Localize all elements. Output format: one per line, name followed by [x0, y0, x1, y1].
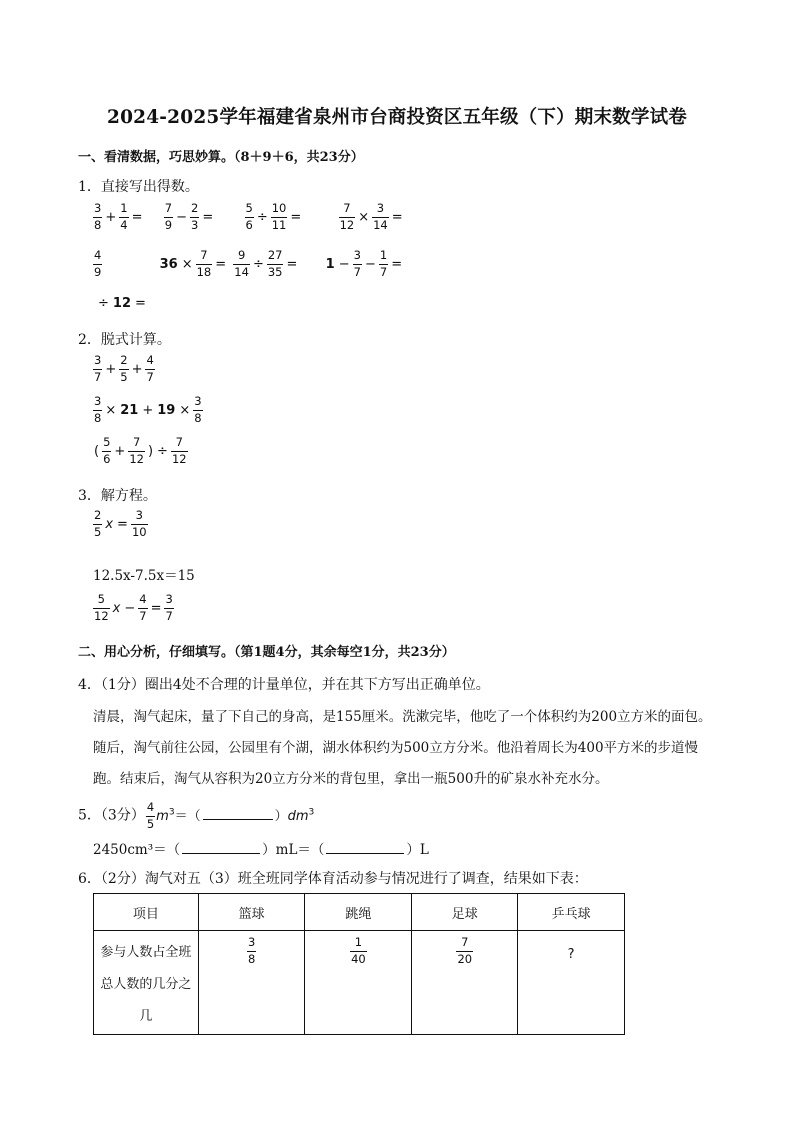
q2-expr1: $\frac{3}{7}$ + $\frac{2}{5}$ + $\frac{4}{7}$	[94, 353, 154, 384]
q5-blank-1[interactable]	[203, 819, 273, 820]
table-cell-basketball: $\frac{3}{8}$	[198, 931, 305, 1035]
page-title: 2024-2025学年福建省泉州市台商投资区五年级（下）期末数学试卷	[107, 107, 687, 128]
q1-expr-row1: $\frac{3}{8}$ + $\frac{1}{4}$ = $\frac{7}{9}$ − $\frac{2}{3}$ = $\frac{5}{6}$ ÷ $\frac{10}{11}$ = $\frac{7}{12}$ × $\frac{3}{14}$ =	[94, 201, 403, 232]
q3-heading: 3．解方程。	[78, 488, 157, 504]
table-header-cell: 篮球	[198, 894, 305, 931]
q5-prefix: 5．（3分）	[78, 807, 145, 824]
q6-heading: 6．（2分）淘气对五（3）班全班同学体育活动参与情况进行了调查，结果如下表：	[78, 871, 588, 887]
q2-expr2: $\frac{3}{8}$ × 21 + 19 × $\frac{3}{8}$	[94, 394, 202, 425]
table-row	[94, 931, 625, 1035]
section1-heading: 一、看清数据，巧思妙算。（8＋9＋6，共23分）	[78, 150, 364, 165]
q4-line1: 清晨，淘气起床，量了下自己的身高，是155厘米。洗漱完毕，他吃了一个体积约为200立方米的面包。	[93, 709, 712, 725]
q3-eq2: 12.5x-7.5x＝15	[93, 568, 195, 584]
q2-expr3: ( $\frac{5}{6}$ + $\frac{7}{12}$ ) ÷ $\frac{7}{12}$	[94, 435, 187, 466]
q3-eq3: $\frac{5}{12}$ x − $\frac{4}{7}$ = $\frac{3}{7}$	[94, 592, 173, 623]
q5-blank-3[interactable]	[326, 853, 404, 854]
q4-heading: 4．（1分）圈出4处不合理的计量单位，并在其下方写出正确单位。	[78, 677, 490, 693]
q5-line1: 5．（3分） $\frac{4}{5}$ $m^3=$（ ）$dm^3$	[78, 800, 315, 831]
q4-line3: 跑。结束后，淘气从容积为20立方分米的背包里，拿出一瓶500升的矿泉水补充水分。	[93, 771, 609, 787]
section2-heading: 二、用心分析，仔细填写。（第1题4分，其余每空1分，共23分）	[78, 645, 455, 660]
q1-expr-row2: $\frac{4}{9}$ 36 × $\frac{7}{18}$ = $\frac{9}{14}$ ÷ $\frac{27}{35}$ = 1 − $\frac{3}{7}$ − $\frac{1}{7}$ =	[94, 248, 403, 279]
q5-line2: 2450cm³＝（ ）mL＝（ ）L	[93, 842, 429, 858]
table-cell-pingpong: ?	[518, 931, 625, 1035]
table-header-row	[94, 894, 625, 931]
q1-expr-row3: ÷ 12 =	[98, 296, 146, 311]
table-cell-football: $\frac{7}{20}$	[412, 931, 518, 1035]
table-header-cell: 跳绳	[305, 894, 412, 931]
q3-eq1: $\frac{2}{5}$ x = $\frac{3}{10}$	[94, 508, 147, 539]
survey-table	[93, 893, 625, 1035]
q4-line2: 随后，淘气前往公园，公园里有个湖，湖水体积约为500立方分米。他沿着周长为400平方米的步道慢	[93, 740, 699, 756]
q5-blank-2[interactable]	[182, 853, 260, 854]
q2-heading: 2．脱式计算。	[78, 332, 171, 348]
table-header-cell: 乒乓球	[518, 894, 625, 931]
q1-heading: 1．直接写出得数。	[78, 179, 199, 195]
table-header-cell: 项目	[94, 894, 199, 931]
table-row-label: 参与人数占全班 总人数的几分之 几	[94, 931, 199, 1035]
table-cell-jumprope: $\frac{1}{40}$	[305, 931, 412, 1035]
table-header-cell: 足球	[412, 894, 518, 931]
